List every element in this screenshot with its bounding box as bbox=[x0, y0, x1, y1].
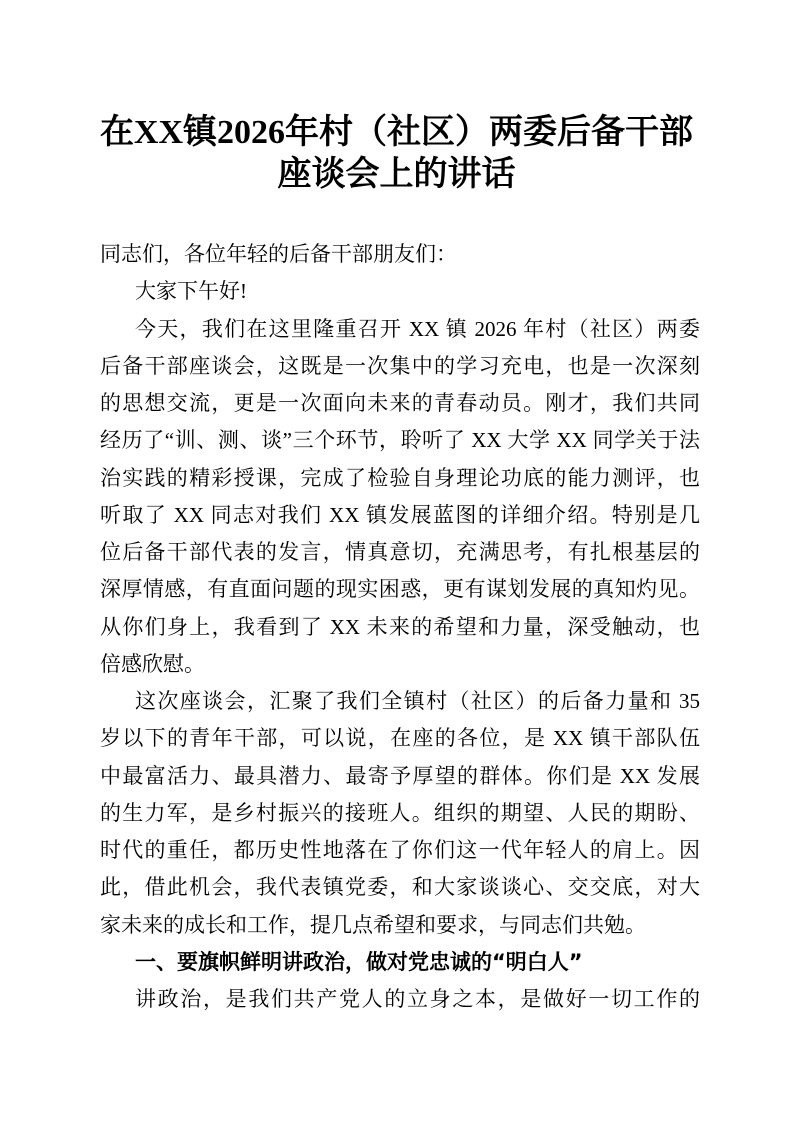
title-line-2: 座谈会上的讲话 bbox=[277, 156, 516, 193]
paragraph-line: 治实践的精彩授课，完成了检验自身理论功底的能力测评，也 bbox=[100, 465, 700, 490]
paragraph-line: 从你们身上，我看到了 XX 未来的希望和力量，深受触动，也 bbox=[100, 614, 700, 639]
paragraph-line: 倍感欣慰。 bbox=[100, 651, 205, 676]
salutation: 同志们，各位年轻的后备干部朋友们： bbox=[100, 242, 457, 266]
paragraph-line: 中最富活力、最具潜力、最寄予厚望的群体。你们是 XX 发展 bbox=[100, 763, 700, 788]
paragraph-line: 听取了 XX 同志对我们 XX 镇发展蓝图的详细介绍。特别是几 bbox=[100, 502, 700, 527]
paragraph-line: 的生力军，是乡村振兴的接班人。组织的期望、人民的期盼、 bbox=[100, 800, 700, 825]
paragraph-2 bbox=[100, 683, 700, 944]
paragraph-3 bbox=[100, 981, 700, 1018]
paragraph-line: 讲政治，是我们共产党人的立身之本，是做好一切工作的 bbox=[135, 987, 700, 1011]
document-body bbox=[100, 236, 700, 1018]
paragraph-1 bbox=[100, 311, 700, 684]
paragraph-line: 此，借此机会，我代表镇党委，和大家谈谈心、交交底，对大 bbox=[100, 875, 700, 900]
document-title bbox=[0, 112, 793, 196]
section-heading-1: 一、要旗帜鲜明讲政治，做对党忠诚的“明白人” bbox=[135, 949, 583, 974]
paragraph-line: 时代的重任，都历史性地落在了你们这一代年轻人的肩上。因 bbox=[100, 838, 700, 862]
title-line-1: 在XX镇2026年村（社区）两委后备干部 bbox=[99, 114, 694, 151]
paragraph-line: 的思想交流，更是一次面向未来的青春动员。刚才，我们共同 bbox=[100, 391, 700, 415]
paragraph-line: 后备干部座谈会，这既是一次集中的学习充电，也是一次深刻 bbox=[100, 353, 700, 378]
greeting: 大家下午好! bbox=[135, 279, 247, 304]
paragraph-line: 位后备干部代表的发言，情真意切，充满思考，有扎根基层的 bbox=[100, 540, 700, 564]
paragraph-line: 今天，我们在这里隆重召开 XX 镇 2026 年村（社区）两委 bbox=[135, 316, 700, 341]
paragraph-line: 家未来的成长和工作，提几点希望和要求，与同志们共勉。 bbox=[100, 912, 646, 937]
paragraph-line: 岁以下的青年干部，可以说，在座的各位，是 XX 镇干部队伍 bbox=[100, 726, 700, 751]
paragraph-line: 这次座谈会，汇聚了我们全镇村（社区）的后备力量和 35 bbox=[135, 689, 700, 713]
paragraph-line: 深厚情感，有直面问题的现实困惑，更有谋划发展的真知灼见。 bbox=[100, 577, 700, 602]
paragraph-line: 经历了“训、测、谈”三个环节，聆听了 XX 大学 XX 同学关于法 bbox=[100, 428, 700, 453]
